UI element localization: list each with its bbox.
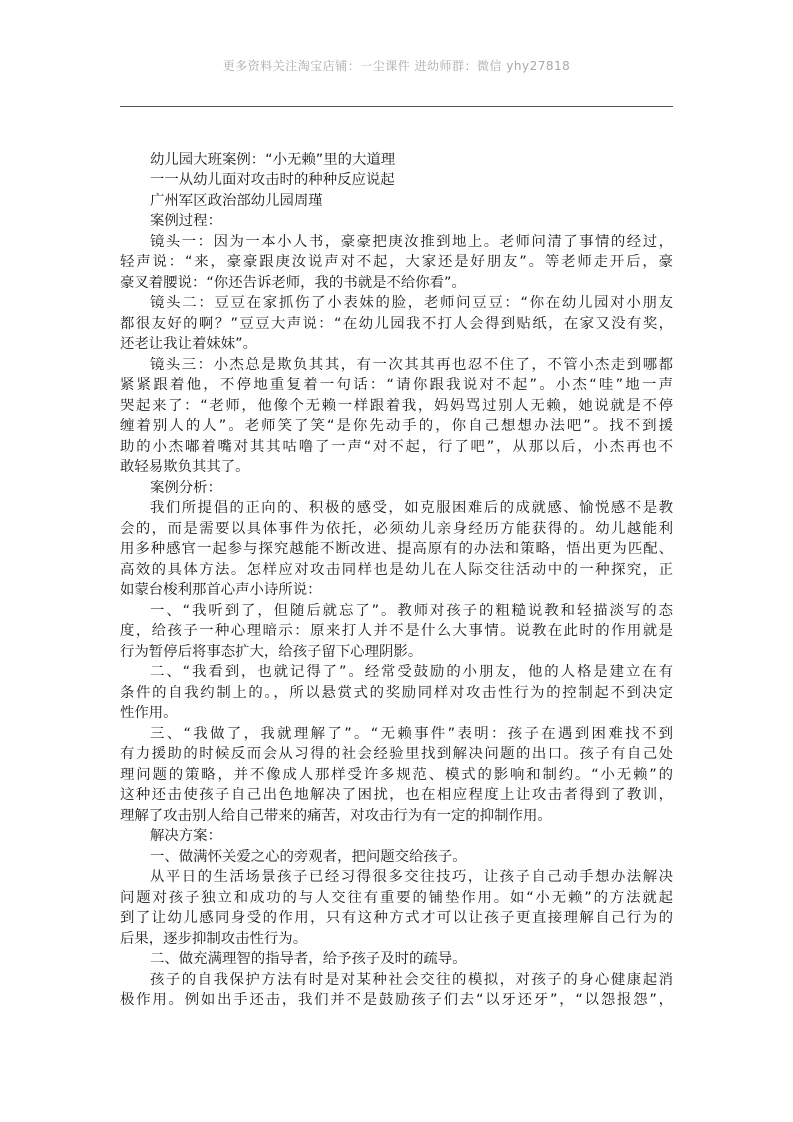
paragraph-line: 理解了攻击别人给自己带来的痛苦，对攻击行为有一定的抑制作用。 [120,808,552,824]
paragraph-line: 有力援助的时候反而会从习得的社会经验里找到解决问题的出口。孩子有自己处 [120,746,673,762]
paragraph-line: 豪叉着腰说：“你还告诉老师，我的书就是不给你看”。 [120,275,466,291]
paragraph-line: 这种还击使孩子自己出色地解决了困扰，也在相应程度上让攻击者得到了教训， [120,787,673,803]
paragraph-line: 紧紧跟着他，不停地重复着一句话：“请你跟我说对不起”。小杰“哇”地一声 [120,377,673,393]
author-line: 广州军区政治部幼儿园周瑾 [150,193,323,209]
paragraph-line: 助的小杰嘟着嘴对其其咕噜了一声“对不起，行了吧”，从那以后，小杰再也不 [120,439,673,455]
article-subtitle: 一一从幼儿面对攻击时的种种反应说起 [150,172,395,188]
paragraph-line: 性作用。 [120,705,178,721]
paragraph-line: 条件的自我约制上的。，所以悬赏式的奖励同样对攻击性行为的控制起不到决定 [120,685,673,701]
paragraph-line: 孩子的自我保护方法有时是对某种社会交往的模拟，对孩子的身心健康起消 [150,972,673,988]
section-heading-process: 案例过程： [150,213,222,229]
paragraph-line: 缠着别人的人”。老师笑了笑“是你先动手的，你自己想想办法吧”。找不到援 [120,418,673,434]
paragraph-line: 度，给孩子一种心理暗示：原来打人并不是什么大事情。说教在此时的作用就是 [120,623,673,639]
paragraph-line: 一、“我听到了，但随后就忘了”。教师对孩子的粗糙说教和轻描淡写的态 [150,603,673,619]
paragraph-line: 会的，而是需要以具体事件为依托，必须幼儿亲身经历方能获得的。幼儿越能利 [120,521,673,537]
paragraph-line: 哭起来了：“老师，他像个无赖一样跟着我，妈妈骂过别人无赖，她说就是不停 [120,398,673,414]
paragraph-line: 我们所提倡的正向的、积极的感受，如克服困难后的成就感、愉悦感不是教 [150,500,673,516]
article-title: 幼儿园大班案例：“小无赖”里的大道理 [150,152,396,168]
paragraph-line: 镜头三：小杰总是欺负其其，有一次其其再也忍不住了，不管小杰走到哪都 [150,357,673,373]
solution-point-1: 一、做满怀关爱之心的旁观者，把问题交给孩子。 [150,849,467,865]
paragraph-line: 行为暂停后将事态扩大，给孩子留下心理阴影。 [120,644,423,660]
paragraph-line: 问题对孩子独立和成功的与人交往有重要的铺垫作用。如“小无赖”的方法就起 [120,890,673,906]
solution-point-2: 二、做充满理智的指导者，给予孩子及时的疏导。 [150,951,467,967]
paragraph-line: 极作用。例如出手还击，我们并不是鼓励孩子们去“以牙还牙”，“以怨报怨”， [120,992,673,1008]
paragraph-line: 三、“我做了，我就理解了”。“无赖事件”表明：孩子在遇到困难找不到 [150,726,673,742]
paragraph-line: 高效的具体方法。怎样应对攻击同样也是幼儿在人际交往活动中的一种探究，正 [120,562,673,578]
paragraph-line: 后果，逐步抑制攻击性行为。 [120,931,308,947]
page-header-promo: 更多资料关注淘宝店铺：一尘课件 进幼师群：微信 yhy27818 [222,59,571,73]
paragraph-line: 从平日的生活场景孩子已经习得很多交往技巧，让孩子自己动手想办法解决 [150,869,673,885]
paragraph-line: 二、“我看到，也就记得了”。经常受鼓励的小朋友，他的人格是建立在有 [150,664,673,680]
paragraph-line: 都很友好的啊？”豆豆大声说：“在幼儿园我不打人会得到贴纸，在家又没有奖， [120,316,673,332]
paragraph-line: 到了让幼儿感同身受的作用，只有这种方式才可以让孩子更直接理解自己行为的 [120,910,673,926]
section-heading-solution: 解决方案： [150,828,222,844]
section-heading-analysis: 案例分析： [150,480,222,496]
paragraph-line: 镜头二：豆豆在家抓伤了小表妹的脸，老师问豆豆：“你在幼儿园对小朋友 [150,295,673,311]
paragraph-line: 敢轻易欺负其其了。 [120,459,250,475]
paragraph-line: 理问题的策略，并不像成人那样受许多规范、模式的影响和制约。“小无赖”的 [120,767,673,783]
paragraph-line: 还老让我让着妹妹”。 [120,336,257,352]
paragraph-line: 如蒙台梭利那首心声小诗所说： [120,582,322,598]
paragraph-line: 镜头一：因为一本小人书，豪豪把庚汝推到地上。老师问清了事情的经过， [150,234,673,250]
paragraph-line: 轻声说：“来，豪豪跟庚汝说声对不起，大家还是好朋友”。等老师走开后，豪 [120,254,673,270]
paragraph-line: 用多种感官一起参与探究越能不断改进、提高原有的办法和策略，悟出更为匹配、 [120,541,673,557]
